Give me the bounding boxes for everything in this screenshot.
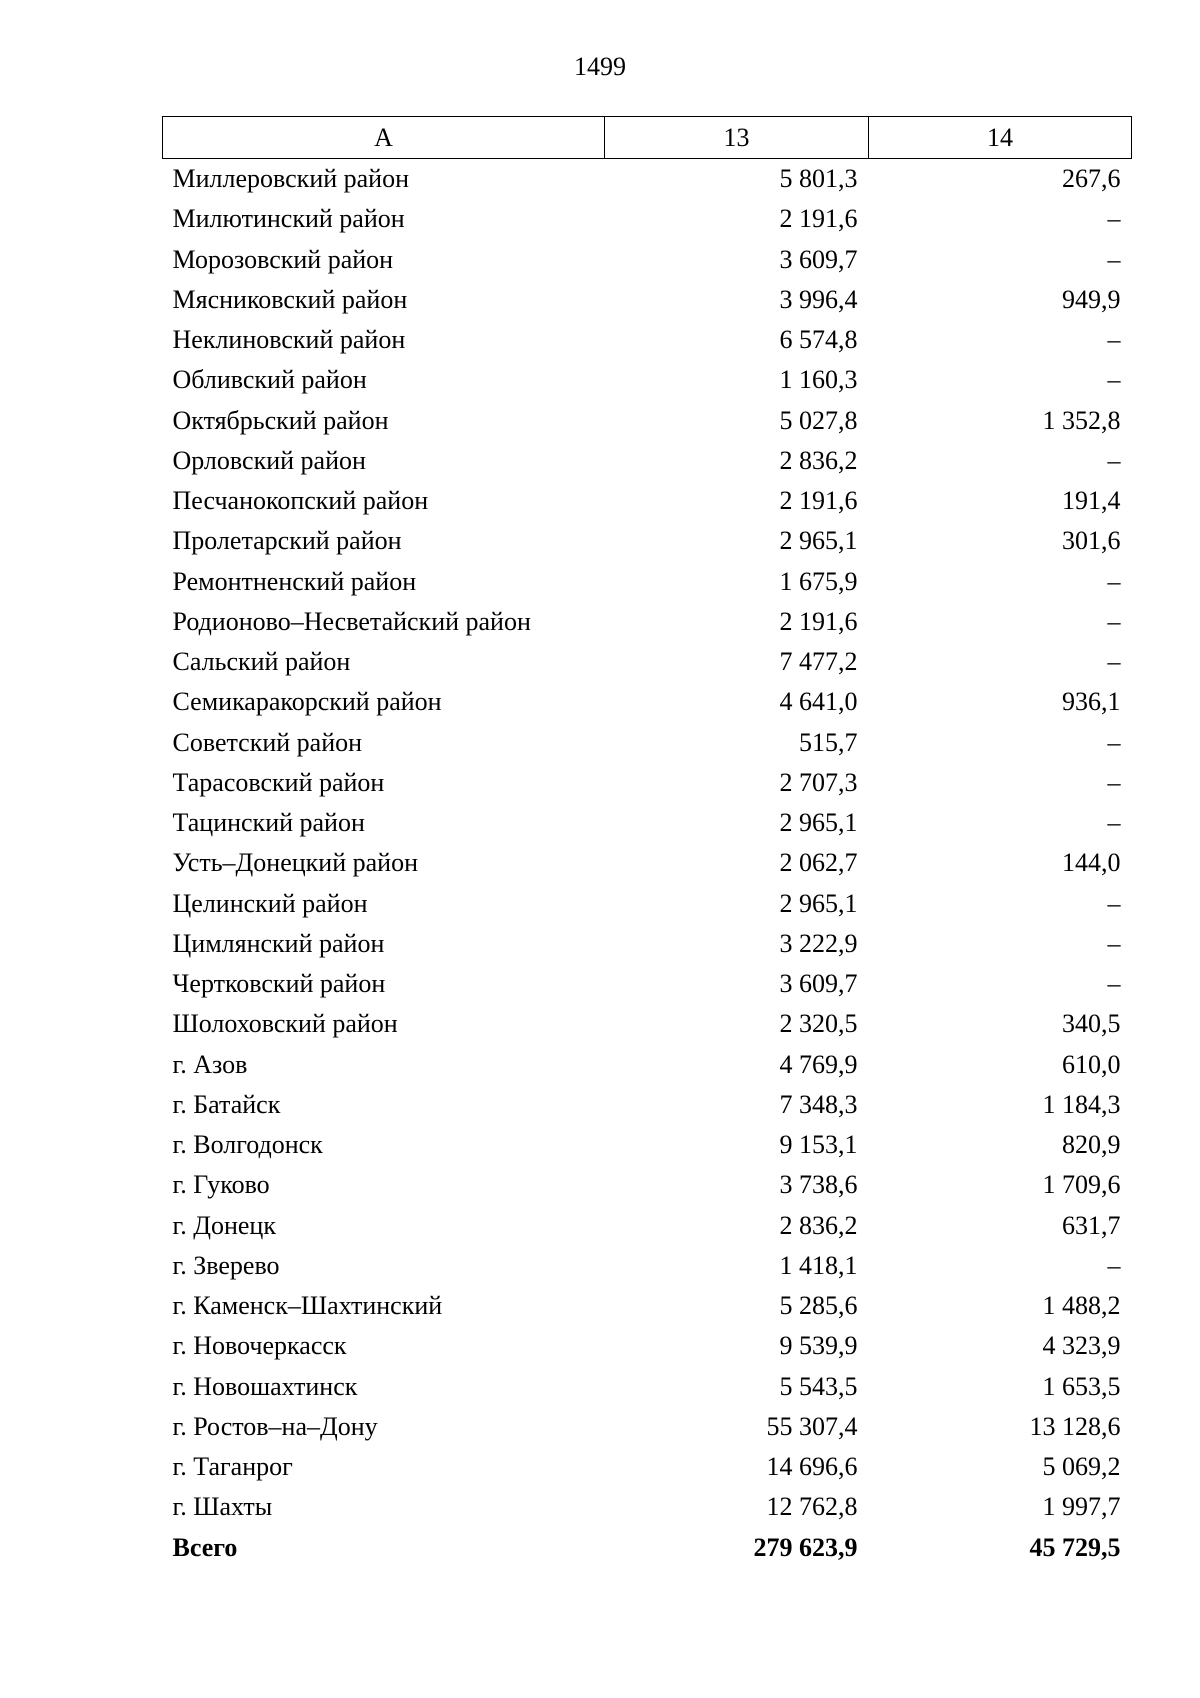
header-cell-14: 14	[869, 117, 1132, 159]
table-row	[163, 803, 1132, 843]
row-value-14-cell: –	[1107, 888, 1121, 918]
row-value-13-cell: 14 696,6	[766, 1452, 858, 1482]
row-value-13-cell: 2 965,1	[779, 888, 858, 918]
row-value-14-cell: 267,6	[1062, 164, 1121, 194]
table-row	[163, 964, 1132, 1004]
header-row	[163, 117, 1132, 159]
row-name-cell: Милютинский район	[172, 204, 405, 234]
row-name-cell: г. Каменск–Шахтинский	[172, 1291, 443, 1321]
row-name-cell: Родионово–Несветайский район	[172, 606, 531, 636]
row-value-13-cell: 2 320,5	[779, 1009, 858, 1039]
table-row	[163, 682, 1132, 722]
header-cell-13: 13	[605, 117, 869, 159]
table-row	[163, 1407, 1132, 1447]
row-value-14-cell: 5 069,2	[1042, 1452, 1121, 1482]
row-name-cell: Песчанокопский район	[172, 486, 429, 516]
table-row	[163, 1206, 1132, 1246]
row-value-14-cell: –	[1107, 767, 1121, 797]
table-row	[163, 320, 1132, 360]
row-value-14-cell: 191,4	[1062, 486, 1121, 516]
table-row	[163, 1286, 1132, 1326]
table-row	[163, 723, 1132, 763]
row-value-14-cell: 144,0	[1062, 848, 1121, 878]
row-name-cell: Октябрьский район	[172, 405, 389, 435]
row-value-14-cell: 610,0	[1062, 1049, 1121, 1079]
row-name-cell: Ремонтненский район	[172, 566, 417, 596]
table-row	[163, 1004, 1132, 1044]
row-name-cell: Сальский район	[172, 647, 351, 677]
row-value-13-cell: 1 675,9	[779, 566, 858, 596]
row-name-cell: г. Батайск	[172, 1089, 281, 1119]
row-value-14-cell: –	[1107, 445, 1121, 475]
row-value-14-cell: 936,1	[1062, 687, 1121, 717]
row-name-cell: Тацинский район	[172, 808, 365, 838]
row-name-cell: Морозовский район	[172, 244, 394, 274]
row-value-13-cell: 4 641,0	[779, 687, 858, 717]
row-name-cell: Обливский район	[172, 365, 367, 395]
row-value-14-cell: –	[1107, 325, 1121, 355]
row-value-13-cell: 2 062,7	[779, 848, 858, 878]
row-name-cell: Тарасовский район	[172, 767, 385, 797]
row-name-cell: г. Таганрог	[172, 1452, 293, 1482]
row-value-14-cell: 949,9	[1062, 284, 1121, 314]
row-value-13-cell: 2 965,1	[779, 808, 858, 838]
row-value-13-cell: 4 769,9	[779, 1049, 858, 1079]
row-value-14-cell: –	[1107, 969, 1121, 999]
row-name-cell: Семикаракорский район	[172, 687, 442, 717]
table-body	[163, 159, 1132, 1568]
row-value-13-cell: 515,7	[799, 727, 858, 757]
row-value-13-cell: 5 027,8	[779, 405, 858, 435]
row-value-14-cell: –	[1107, 244, 1121, 274]
row-value-13-cell: 5 801,3	[779, 164, 858, 194]
row-value-13-cell: 9 153,1	[779, 1130, 858, 1160]
table-row	[163, 481, 1132, 521]
row-name-cell: г. Новошахтинск	[172, 1371, 358, 1401]
row-value-14-cell: –	[1107, 808, 1121, 838]
total-label: Всего	[172, 1532, 238, 1562]
table-row	[163, 884, 1132, 924]
row-value-14-cell: 820,9	[1062, 1130, 1121, 1160]
row-value-13-cell: 3 996,4	[779, 284, 858, 314]
row-name-cell: Целинский район	[172, 888, 368, 918]
row-value-13-cell: 3 609,7	[779, 969, 858, 999]
table-header	[163, 117, 1132, 159]
page-number: 1499	[574, 52, 626, 81]
row-name-cell: г. Гуково	[172, 1170, 270, 1200]
row-name-cell: Неклиновский район	[172, 325, 406, 355]
table-row	[163, 1367, 1132, 1407]
table-row	[163, 1246, 1132, 1286]
row-value-13-cell: 2 191,6	[779, 486, 858, 516]
row-value-13-cell: 7 477,2	[779, 647, 858, 677]
table-row	[163, 924, 1132, 964]
row-value-14-cell: 1 997,7	[1042, 1492, 1121, 1522]
row-value-14-cell: –	[1107, 1250, 1121, 1280]
row-value-13-cell: 3 609,7	[779, 244, 858, 274]
row-value-13-cell: 1 418,1	[779, 1250, 858, 1280]
table-row	[163, 1447, 1132, 1487]
row-value-13-cell: 55 307,4	[766, 1411, 858, 1441]
row-value-13-cell: 1 160,3	[779, 365, 858, 395]
row-value-14-cell: 631,7	[1062, 1210, 1121, 1240]
row-name-cell: г. Зверево	[172, 1250, 280, 1280]
row-value-13-cell: 2 707,3	[779, 767, 858, 797]
row-name-cell: Орловский район	[172, 445, 366, 475]
table-row	[163, 1487, 1132, 1527]
table-row	[163, 280, 1132, 320]
header-cell-name: А	[163, 117, 605, 159]
table-row	[163, 1326, 1132, 1366]
row-name-cell: г. Азов	[172, 1049, 248, 1079]
table-row	[163, 562, 1132, 602]
row-value-14-cell: –	[1107, 204, 1121, 234]
row-name-cell: Миллеровский район	[172, 164, 410, 194]
table-row	[163, 240, 1132, 280]
row-value-14-cell: 1 488,2	[1042, 1291, 1121, 1321]
row-value-14-cell: 340,5	[1062, 1009, 1121, 1039]
table-row	[163, 521, 1132, 561]
row-name-cell: г. Донецк	[172, 1210, 276, 1240]
table-row	[163, 843, 1132, 883]
row-value-14-cell: –	[1107, 928, 1121, 958]
row-value-14-cell: 1 184,3	[1042, 1089, 1121, 1119]
table-row	[163, 642, 1132, 682]
table-row	[163, 360, 1132, 400]
table-row	[163, 602, 1132, 642]
row-value-13-cell: 2 836,2	[779, 1210, 858, 1240]
row-name-cell: Советский район	[172, 727, 363, 757]
total-row	[163, 1528, 1132, 1568]
row-value-14-cell: 1 352,8	[1042, 405, 1121, 435]
data-table	[162, 116, 1132, 1568]
total-value-14: 45 729,5	[1029, 1532, 1121, 1562]
row-name-cell: г. Новочеркасск	[172, 1331, 347, 1361]
row-value-13-cell: 3 738,6	[779, 1170, 858, 1200]
row-value-14-cell: –	[1107, 647, 1121, 677]
table-row	[163, 1045, 1132, 1085]
row-value-13-cell: 5 543,5	[779, 1371, 858, 1401]
row-name-cell: Цимлянский район	[172, 928, 385, 958]
row-value-14-cell: 1 709,6	[1042, 1170, 1121, 1200]
table-row	[163, 763, 1132, 803]
row-value-13-cell: 2 191,6	[779, 606, 858, 636]
row-name-cell: г. Волгодонск	[172, 1130, 323, 1160]
row-value-13-cell: 9 539,9	[779, 1331, 858, 1361]
row-name-cell: Мясниковский район	[172, 284, 408, 314]
row-name-cell: Усть–Донецкий район	[172, 848, 418, 878]
table-row	[163, 159, 1132, 200]
row-value-13-cell: 5 285,6	[779, 1291, 858, 1321]
row-name-cell: Шолоховский район	[172, 1009, 398, 1039]
row-value-14-cell: 1 653,5	[1042, 1371, 1121, 1401]
table-row	[163, 1165, 1132, 1205]
row-value-14-cell: 301,6	[1062, 526, 1121, 556]
table-row	[163, 199, 1132, 239]
row-value-14-cell: –	[1107, 606, 1121, 636]
row-name-cell: Пролетарский район	[172, 526, 402, 556]
table-row	[163, 1125, 1132, 1165]
row-value-13-cell: 12 762,8	[766, 1492, 858, 1522]
total-value-13: 279 623,9	[753, 1532, 858, 1562]
row-value-14-cell: 4 323,9	[1042, 1331, 1121, 1361]
row-name-cell: Чертковский район	[172, 969, 386, 999]
row-name-cell: г. Шахты	[172, 1492, 273, 1522]
row-value-13-cell: 2 191,6	[779, 204, 858, 234]
row-value-14-cell: 13 128,6	[1029, 1411, 1121, 1441]
row-value-14-cell: –	[1107, 365, 1121, 395]
row-value-13-cell: 2 836,2	[779, 445, 858, 475]
row-value-13-cell: 2 965,1	[779, 526, 858, 556]
row-name-cell: г. Ростов–на–Дону	[172, 1411, 378, 1441]
row-value-13-cell: 6 574,8	[779, 325, 858, 355]
table-row	[163, 401, 1132, 441]
table-row	[163, 441, 1132, 481]
table-row	[163, 1085, 1132, 1125]
row-value-14-cell: –	[1107, 566, 1121, 596]
row-value-13-cell: 3 222,9	[779, 928, 858, 958]
row-value-13-cell: 7 348,3	[779, 1089, 858, 1119]
row-value-14-cell: –	[1107, 727, 1121, 757]
